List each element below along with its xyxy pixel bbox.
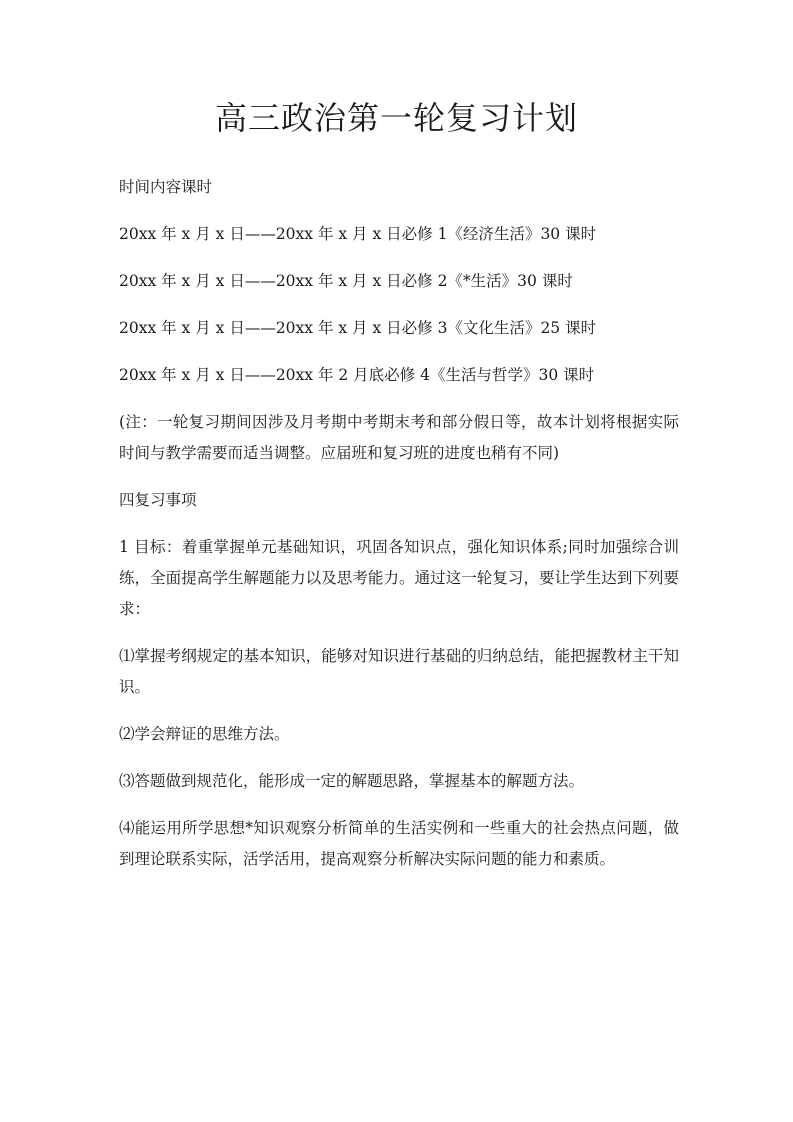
document-body (119, 172, 679, 891)
paragraph-note: (注：一轮复习期间因涉及月考期中考期末考和部分假日等，故本计划将根据实际时间与教学需要而适当调整。应届班和复习班的进度也稍有不同) (119, 413, 679, 462)
paragraph-goal: 1 目标：着重掌握单元基础知识，巩固各知识点，强化知识体系;同时加强综合训练，全面提高学生解题能力以及思考能力。通过这一轮复习，要让学生达到下列要求： (119, 538, 679, 618)
document-title: 高三政治第一轮复习计划 (214, 99, 578, 137)
list-item-3: ⑶答题做到规范化，能形成一定的解题思路，掌握基本的解题方法。 (119, 772, 585, 790)
list-item-2: ⑵学会辩证的思维方法。 (119, 725, 290, 743)
paragraph-schedule-1: 20xx 年 x 月 x 日——20xx 年 x 月 x 日必修 1《经济生活》30 课时 (119, 225, 597, 243)
paragraph-table-header: 时间内容课时 (119, 178, 213, 196)
list-item-1: ⑴掌握考纲规定的基本知识，能够对知识进行基础的归纳总结，能把握教材主干知识。 (119, 647, 679, 696)
paragraph-schedule-3: 20xx 年 x 月 x 日——20xx 年 x 月 x 日必修 3《文化生活》25 课时 (119, 319, 597, 337)
section-heading: 四复习事项 (119, 491, 197, 509)
paragraph-schedule-2: 20xx 年 x 月 x 日——20xx 年 x 月 x 日必修 2《*生活》30 课时 (119, 272, 573, 290)
list-item-4: ⑷能运用所学思想*知识观察分析简单的生活实例和一些重大的社会热点问题，做到理论联系实际，活学活用，提高观察分析解决实际问题的能力和素质。 (119, 819, 679, 868)
paragraph-schedule-4: 20xx 年 x 月 x 日——20xx 年 2 月底必修 4《生活与哲学》30 课时 (119, 366, 595, 384)
